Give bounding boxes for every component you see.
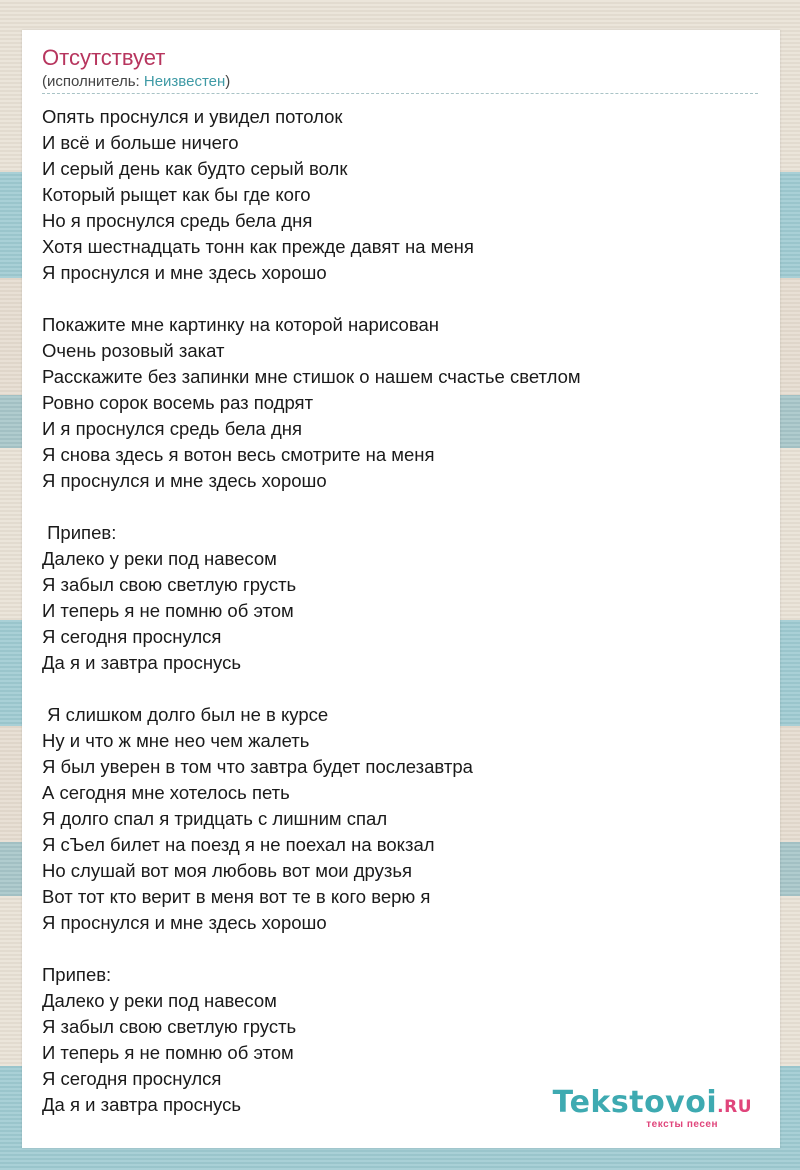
lyric-line: И теперь я не помню об этом [42, 1042, 294, 1063]
lyric-line [42, 286, 758, 312]
lyric-line: Я сегодня проснулся [42, 626, 222, 647]
lyric-line: И всё и больше ничего [42, 132, 239, 153]
lyric-line: Ровно сорок восемь раз подрят [42, 392, 314, 413]
lyric-line: И теперь я не помню об этом [42, 600, 294, 621]
lyric-line: Припев: [42, 964, 112, 985]
logo-tld: .RU [717, 1097, 752, 1117]
logo-tagline: тексты песен [646, 1119, 718, 1130]
title-divider [42, 93, 758, 94]
lyric-line: Да я и завтра проснусь [42, 1094, 241, 1115]
lyrics-text [42, 104, 758, 1118]
site-logo[interactable] [553, 1087, 752, 1130]
lyric-line: Я проснулся и мне здесь хорошо [42, 262, 327, 283]
lyric-line: Но слушай вот моя любовь вот мои друзья [42, 860, 412, 881]
lyric-line: Вот тот кто верит в меня вот те в кого верю я [42, 886, 431, 907]
artist-prefix: (исполнитель: [42, 73, 144, 90]
lyric-line: И серый день как будто серый волк [42, 158, 348, 179]
song-title: Отсутствует [42, 45, 166, 70]
lyric-line: Далеко у реки под навесом [42, 990, 277, 1011]
lyric-line: Который рыщет как бы где кого [42, 184, 311, 205]
lyric-line: Я был уверен в том что завтра будет послезавтра [42, 756, 473, 777]
lyric-line: А сегодня мне хотелось петь [42, 782, 290, 803]
lyric-line: Я сегодня проснулся [42, 1068, 222, 1089]
artist-link[interactable]: Неизвестен [143, 73, 226, 90]
lyric-line [42, 676, 758, 702]
logo-wordmark: Tekstovoi [552, 1085, 718, 1120]
lyric-line: Я слишком долго был не в курсе [42, 704, 329, 725]
lyric-line: Ну и что ж мне нео чем жалеть [42, 730, 310, 751]
lyric-line [42, 494, 758, 520]
lyric-line: Я сЪел билет на поезд я не поехал на вокзал [42, 834, 435, 855]
lyric-line: Я проснулся и мне здесь хорошо [42, 912, 327, 933]
lyric-line: Но я проснулся средь бела дня [42, 210, 313, 231]
artist-line [42, 72, 230, 92]
lyric-line: Припев: [42, 522, 117, 543]
lyric-line: Я долго спал я тридцать с лишним спал [42, 808, 388, 829]
lyric-line: Расскажите без запинки мне стишок о нашем счастье светлом [42, 366, 581, 387]
lyric-line: Я снова здесь я вотон весь смотрите на меня [42, 444, 435, 465]
lyric-line: И я проснулся средь бела дня [42, 418, 303, 439]
lyric-line: Да я и завтра проснусь [42, 652, 241, 673]
artist-suffix: ) [225, 73, 231, 90]
lyric-line [42, 936, 758, 962]
lyric-line: Я забыл свою светлую грусть [42, 574, 297, 595]
lyric-line: Далеко у реки под навесом [42, 548, 277, 569]
lyric-line: Я проснулся и мне здесь хорошо [42, 470, 327, 491]
lyric-line: Я забыл свою светлую грусть [42, 1016, 297, 1037]
lyric-line: Очень розовый закат [42, 340, 225, 361]
lyrics-card [22, 30, 780, 1148]
lyric-line: Покажите мне картинку на которой нарисован [42, 314, 439, 335]
lyric-line: Опять проснулся и увидел потолок [42, 106, 343, 127]
lyric-line: Хотя шестнадцать тонн как прежде давят на меня [42, 236, 474, 257]
